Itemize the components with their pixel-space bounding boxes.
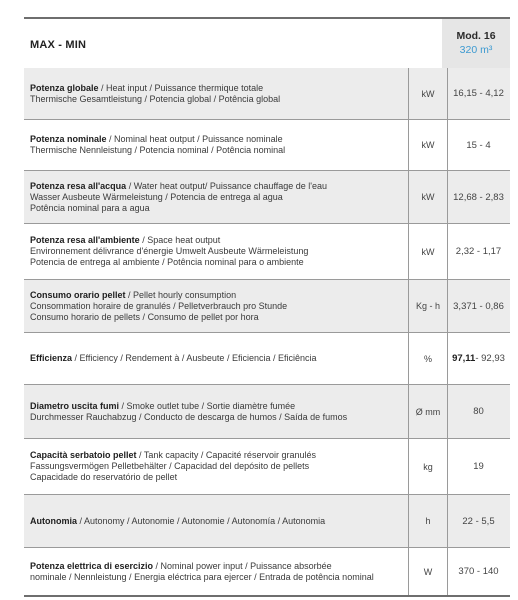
row-value: 22 - 5,5 xyxy=(462,515,495,527)
table-row xyxy=(24,439,510,495)
row-value: 12,68 - 2,83 xyxy=(453,191,504,203)
table-row xyxy=(24,495,510,548)
row-description: Efficienza / Efficiency / Rendement à / Ausbeute / Eficiencia / Eficiência xyxy=(30,353,317,363)
row-unit: W xyxy=(408,548,448,595)
table-row xyxy=(24,333,510,385)
row-label: Potenza resa all'acqua xyxy=(30,180,127,191)
row-unit: kW xyxy=(408,224,448,279)
table-row xyxy=(24,548,510,597)
header-title: MAX - MIN xyxy=(30,39,87,51)
row-value: 16,15 - 4,12 xyxy=(453,88,504,99)
row-unit: kg xyxy=(408,439,448,494)
row-label: Potenza nominale xyxy=(30,134,107,144)
model-volume: 320 m³ xyxy=(459,44,493,56)
model-column-header xyxy=(442,19,510,68)
row-value: 15 - 4 xyxy=(466,139,491,151)
row-label: Diametro uscita fumi xyxy=(30,400,120,411)
model-label: Mod. 16 xyxy=(456,30,496,42)
table-row xyxy=(24,68,510,120)
row-label: Autonomia xyxy=(30,515,77,526)
row-unit: Kg - h xyxy=(408,280,448,332)
row-unit: kW xyxy=(408,120,448,170)
row-description: Consumo orario pellet / Pellet hourly consumption Consommation horaire de granulés / Pelletverbrauch pro Stunde Consumo horario de pellets / Consumo de pellet por hora xyxy=(30,289,288,322)
row-label: Potenza resa all'ambiente xyxy=(30,235,140,245)
row-description: Autonomia / Autonomy / Autonomie / Autonomie / Autonomía / Autonomia xyxy=(30,515,326,526)
row-description: Potenza nominale / Nominal heat output / Puissance nominale Thermische Nennleistung / Potencia nominal / Potência nominal xyxy=(30,134,286,155)
row-label: Consumo orario pellet xyxy=(30,289,126,300)
row-unit: h xyxy=(408,495,448,547)
row-unit: kW xyxy=(408,171,448,223)
row-value: 80 xyxy=(473,406,484,417)
row-value: 97,11 - 92,93 xyxy=(452,353,505,364)
row-label: Potenza elettrica di esercizio xyxy=(30,560,154,571)
row-description: Potenza resa all'ambiente / Space heat output Environnement délivrance d'énergie Umwelt Ausbeute Wärmeleistung Potencia de entrega al ambiente / Potência nominal para o ambiente xyxy=(30,235,309,267)
row-label: Potenza globale xyxy=(30,82,99,93)
row-label: Capacità serbatoio pellet xyxy=(30,450,137,460)
row-description: Potenza resa all'acqua / Water heat output/ Puissance chauffage de l'eau Wasser Ausbeute Wärmeleistung / Potencia de entrega al agua Potência nominal para a agua xyxy=(30,180,328,213)
table-row xyxy=(24,120,510,171)
row-value: 3,371 - 0,86 xyxy=(453,300,504,312)
row-value: 2,32 - 1,17 xyxy=(455,246,502,257)
row-description: Diametro uscita fumi / Smoke outlet tube / Sortie diamètre fumée Durchmesser Rauchabzug / Conducto de descarga de humos / Saída de fumos xyxy=(30,400,348,422)
row-description: Capacità serbatoio pellet / Tank capacity / Capacité réservoir granulés Fassungsvermögen Pelletbehälter / Capacidad del depósito de pellets Capacidade do reservatório de pellet xyxy=(30,450,316,482)
row-unit: kW xyxy=(408,68,448,119)
table-row xyxy=(24,224,510,280)
row-unit: Ø mm xyxy=(408,385,448,438)
table-row xyxy=(24,385,510,439)
row-value: 370 - 140 xyxy=(458,566,499,577)
table-row xyxy=(24,171,510,224)
row-value: 19 xyxy=(473,461,484,472)
row-label: Efficienza xyxy=(30,353,73,363)
row-description: Potenza globale / Heat input / Puissance thermique totale Thermische Gesamtleistung / Potencia global / Potência global xyxy=(30,82,281,104)
row-unit: % xyxy=(408,333,448,384)
table-row xyxy=(24,280,510,333)
row-description: Potenza elettrica di esercizio / Nominal power input / Puissance absorbée nominale / Nennleistung / Energia eléctrica para ejercer / Entrada de potência nominal xyxy=(30,560,374,582)
table-header xyxy=(24,17,510,70)
